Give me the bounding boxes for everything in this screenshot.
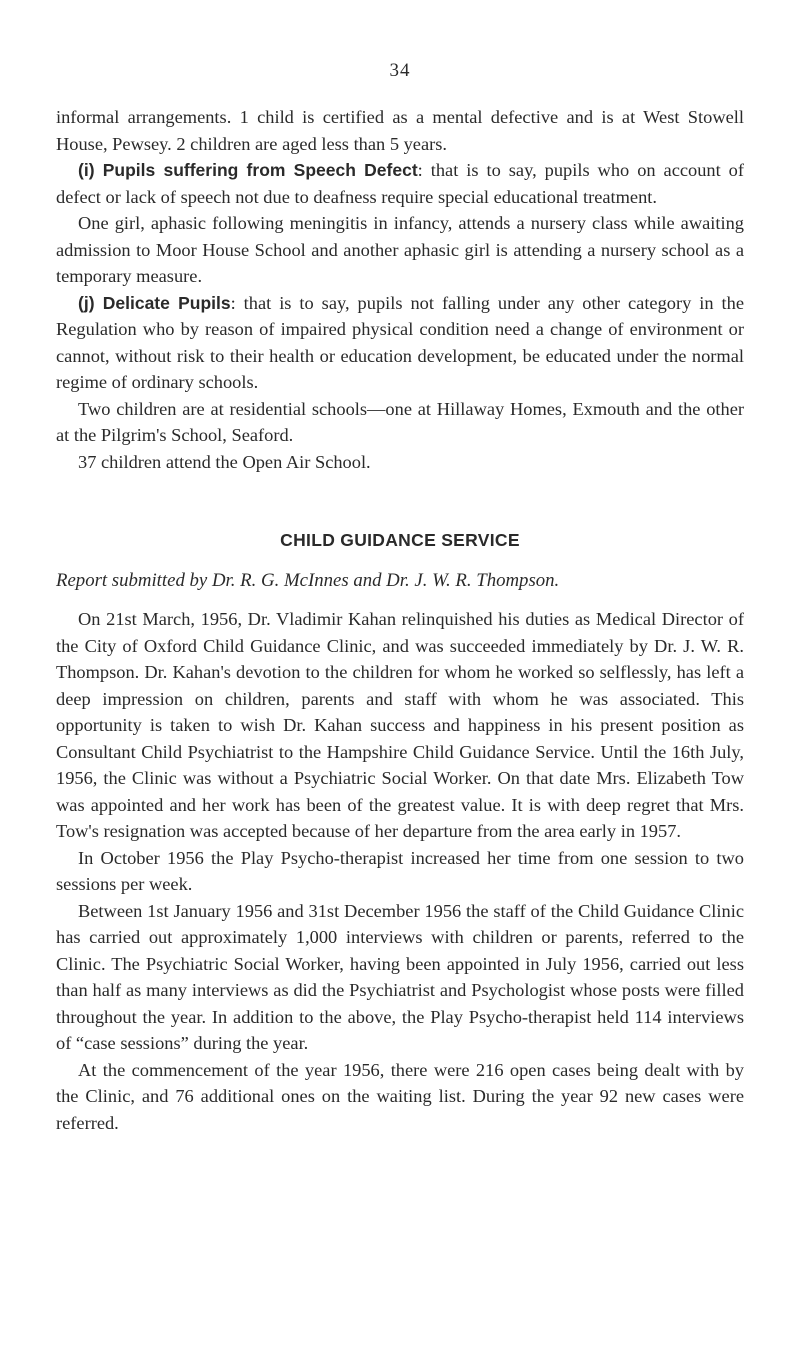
body-paragraph: On 21st March, 1956, Dr. Vladimir Kahan relinquished his duties as Medical Director of the City of Oxford Child Guidance Clinic, and was succeeded immediately by Dr. J. W. R. Thompson. Dr. Kahan's devotion to the children for whom he worked so selflessly, has left a deep impression on children, parents and staff with whom he was associated. This opportunity is taken to wish Dr. Kahan success and happiness in his present position as Consultant Child Psychiatrist to the Hampshire Child Guidance Service. Until the 16th July, 1956, the Clinic was without a Psychiatric Social Worker. On that date Mrs. Elizabeth Tow was appointed and her work has been of the greatest value. It is with deep regret that Mrs. Tow's resignation was accepted because of her departure from the area early in 1957. <box>56 609 744 841</box>
section-j-text: : that is to say, pupils not falling under any other category in the Regulation who by reason of impaired physical condition need a change of environment or cannot, without risk to their health or education development, be educated under the normal regime of ordinary schools. <box>56 292 744 392</box>
section-j-paragraph-3: 37 children attend the Open Air School. <box>78 451 371 472</box>
section-i-paragraph-2: One girl, aphasic following meningitis in infancy, attends a nursery class while awaiting admission to Moor House School and another aphasic girl is attending a nursery school as a temporary measure. <box>56 213 744 286</box>
page-number: 34 <box>389 60 411 81</box>
section-i-heading: (i) Pupils suffering from Speech Defect <box>78 160 418 180</box>
body-paragraph: At the commencement of the year 1956, there were 216 open cases being dealt with by the Clinic, and 76 additional ones on the waiting list. During the year 92 new cases were referred. <box>56 1059 744 1133</box>
body-paragraph: In October 1956 the Play Psycho-therapist increased her time from one session to two sessions per week. <box>56 847 744 894</box>
section-j-paragraph <box>56 290 744 396</box>
intro-paragraph: informal arrangements. 1 child is certified as a mental defective and is at West Stowell House, Pewsey. 2 children are aged less than 5 years. <box>56 107 744 154</box>
page-content <box>56 104 744 1136</box>
section-i-paragraph <box>56 157 744 210</box>
section-j-paragraph-2: Two children are at residential schools—one at Hillaway Homes, Exmouth and the other at the Pilgrim's School, Seaford. <box>56 398 744 445</box>
section-i-text: : that is to say, pupils who on account of defect or lack of speech not due to deafness require special educational treatment. <box>56 160 745 207</box>
report-byline: Report submitted by Dr. R. G. McInnes and Dr. J. W. R. Thompson. <box>56 569 560 591</box>
section-title: CHILD GUIDANCE SERVICE <box>280 530 520 550</box>
body-paragraph: Between 1st January 1956 and 31st December 1956 the staff of the Child Guidance Clinic has carried out approximately 1,000 interviews with children or parents, referred to the Clinic. The Psychiatric Social Worker, having been appointed in July 1956, carried out less than half as many interviews as did the Psychiatrist and Psychologist whose posts were filled throughout the year. In addition to the above, the Play Psycho-therapist held 114 interviews of “case sessions” during the year. <box>56 900 744 1053</box>
section-j-heading: (j) Delicate Pupils <box>78 292 231 313</box>
